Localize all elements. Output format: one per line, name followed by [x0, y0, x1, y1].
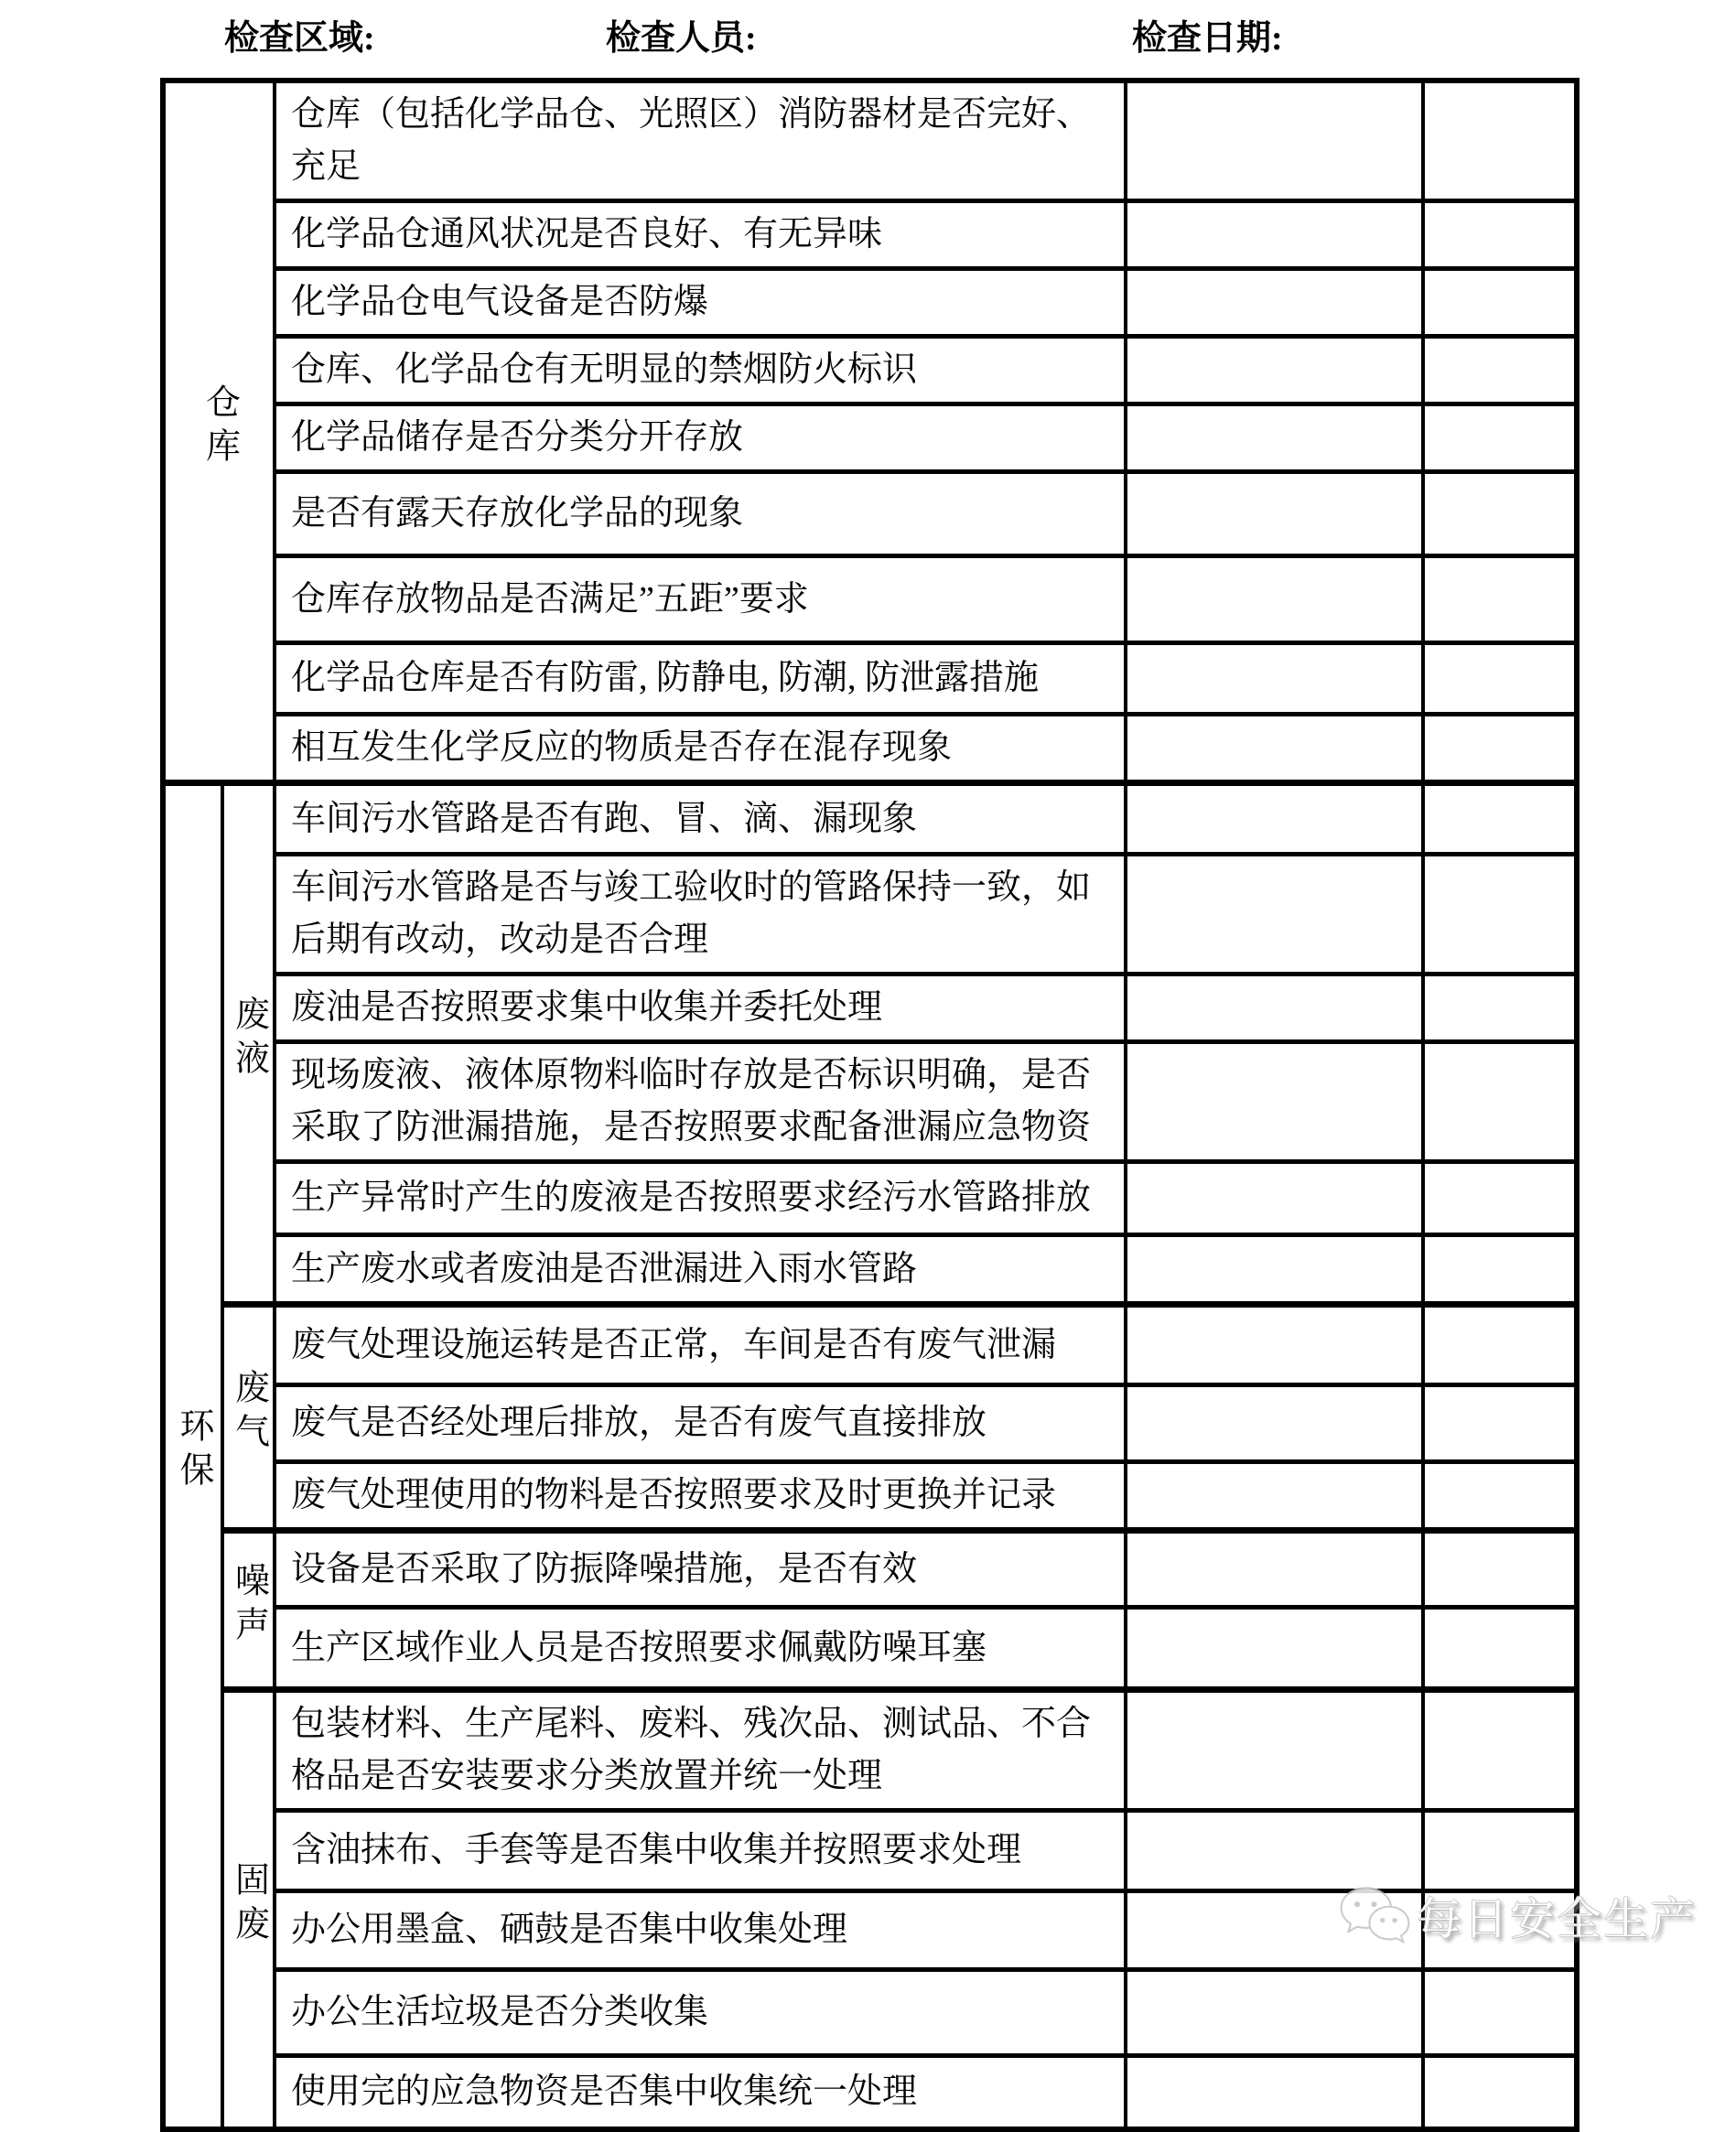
result-cell-1[interactable]: [1126, 1690, 1423, 1811]
result-cell-2[interactable]: [1423, 1385, 1577, 1462]
item-text-cell: 废气是否经处理后排放，是否有废气直接排放: [275, 1385, 1126, 1462]
subcategory-cell-noise: [222, 1531, 275, 1690]
category-label: 环保: [174, 1407, 212, 1496]
result-cell-2[interactable]: [1423, 1891, 1577, 1970]
checklist-row: [163, 1235, 1577, 1305]
result-cell-2[interactable]: [1423, 337, 1577, 404]
result-cell-2[interactable]: [1423, 269, 1577, 337]
checklist-row: [163, 643, 1577, 715]
checklist-table: [160, 78, 1580, 2132]
checklist-row: [163, 974, 1577, 1042]
item-text-cell: 现场废液、液体原物料临时存放是否标识明确，是否采取了防泄漏措施，是否按照要求配备泄漏应急物资: [275, 1042, 1126, 1162]
item-text-cell: 含油抹布、手套等是否集中收集并按照要求处理: [275, 1811, 1126, 1891]
inspector-label: 检查人员:: [606, 19, 757, 58]
result-cell-1[interactable]: [1126, 1970, 1423, 2056]
result-cell-1[interactable]: [1126, 855, 1423, 974]
result-cell-2[interactable]: [1423, 1531, 1577, 1608]
result-cell-2[interactable]: [1423, 81, 1577, 201]
result-cell-1[interactable]: [1126, 1608, 1423, 1690]
result-cell-2[interactable]: [1423, 1305, 1577, 1385]
inspection-area-label: 检查区域:: [224, 19, 375, 58]
result-cell-1[interactable]: [1126, 556, 1423, 643]
result-cell-1[interactable]: [1126, 81, 1423, 201]
result-cell-2[interactable]: [1423, 974, 1577, 1042]
result-cell-1[interactable]: [1126, 974, 1423, 1042]
checklist-row: [163, 1690, 1577, 1811]
result-cell-1[interactable]: [1126, 269, 1423, 337]
checklist-row: [163, 201, 1577, 269]
result-cell-1[interactable]: [1126, 783, 1423, 855]
checklist-row: [163, 1385, 1577, 1462]
checklist-row: [163, 472, 1577, 556]
result-cell-1[interactable]: [1126, 1385, 1423, 1462]
checklist-row: [163, 1042, 1577, 1162]
checklist-row: [163, 81, 1577, 201]
result-cell-1[interactable]: [1126, 1162, 1423, 1235]
item-text-cell: 办公生活垃圾是否分类收集: [275, 1970, 1126, 2056]
item-text-cell: 生产区域作业人员是否按照要求佩戴防噪耳塞: [275, 1608, 1126, 1690]
result-cell-2[interactable]: [1423, 1042, 1577, 1162]
item-text-cell: 化学品仓电气设备是否防爆: [275, 269, 1126, 337]
checklist-row: [163, 404, 1577, 472]
result-cell-2[interactable]: [1423, 472, 1577, 556]
result-cell-2[interactable]: [1423, 715, 1577, 783]
watermark-text: 每日安全生产: [1417, 1895, 1698, 1944]
result-cell-2[interactable]: [1423, 2056, 1577, 2129]
item-text-cell: 办公用墨盒、硒鼓是否集中收集处理: [275, 1891, 1126, 1970]
checklist-row: [163, 783, 1577, 855]
result-cell-1[interactable]: [1126, 1042, 1423, 1162]
checklist-row: [163, 2056, 1577, 2129]
item-text-cell: 包装材料、生产尾料、废料、残次品、测试品、不合格品是否安装要求分类放置并统一处理: [275, 1690, 1126, 1811]
result-cell-2[interactable]: [1423, 1608, 1577, 1690]
result-cell-2[interactable]: [1423, 1462, 1577, 1531]
item-text-cell: 废气处理设施运转是否正常，车间是否有废气泄漏: [275, 1305, 1126, 1385]
checklist-row: [163, 715, 1577, 783]
result-cell-1[interactable]: [1126, 472, 1423, 556]
checklist-row: [163, 556, 1577, 643]
item-text-cell: 仓库、化学品仓有无明显的禁烟防火标识: [275, 337, 1126, 404]
item-text-cell: 设备是否采取了防振降噪措施，是否有效: [275, 1531, 1126, 1608]
item-text-cell: 车间污水管路是否与竣工验收时的管路保持一致，如后期有改动，改动是否合理: [275, 855, 1126, 974]
result-cell-2[interactable]: [1423, 1970, 1577, 2056]
result-cell-2[interactable]: [1423, 855, 1577, 974]
item-text-cell: 仓库（包括化学品仓、光照区）消防器材是否完好、充足: [275, 81, 1126, 201]
checklist-row: [163, 855, 1577, 974]
result-cell-2[interactable]: [1423, 643, 1577, 715]
subcategory-label: 固废: [229, 1860, 268, 1949]
result-cell-2[interactable]: [1423, 1811, 1577, 1891]
item-text-cell: 使用完的应急物资是否集中收集统一处理: [275, 2056, 1126, 2129]
result-cell-2[interactable]: [1423, 783, 1577, 855]
item-text-cell: 化学品仓库是否有防雷, 防静电, 防潮, 防泄露措施: [275, 643, 1126, 715]
checklist-row: [163, 1462, 1577, 1531]
checklist-row: [163, 1891, 1577, 1970]
checklist-row: [163, 1811, 1577, 1891]
result-cell-2[interactable]: [1423, 556, 1577, 643]
item-text-cell: 是否有露天存放化学品的现象: [275, 472, 1126, 556]
subcategory-label: 废液: [229, 995, 268, 1083]
item-text-cell: 相互发生化学反应的物质是否存在混存现象: [275, 715, 1126, 783]
item-text-cell: 废气处理使用的物料是否按照要求及时更换并记录: [275, 1462, 1126, 1531]
checklist-row: [163, 1531, 1577, 1608]
item-text-cell: 化学品仓通风状况是否良好、有无异味: [275, 201, 1126, 269]
result-cell-1[interactable]: [1126, 337, 1423, 404]
result-cell-2[interactable]: [1423, 1162, 1577, 1235]
checklist-row: [163, 1970, 1577, 2056]
result-cell-1[interactable]: [1126, 643, 1423, 715]
result-cell-2[interactable]: [1423, 1235, 1577, 1305]
result-cell-1[interactable]: [1126, 404, 1423, 472]
checklist-row: [163, 1608, 1577, 1690]
category-label: 仓库: [199, 382, 239, 471]
result-cell-1[interactable]: [1126, 1462, 1423, 1531]
result-cell-1[interactable]: [1126, 2056, 1423, 2129]
checklist-row: [163, 269, 1577, 337]
item-text-cell: 车间污水管路是否有跑、冒、滴、漏现象: [275, 783, 1126, 855]
subcategory-cell-solid-waste: [222, 1690, 275, 2129]
result-cell-1[interactable]: [1126, 715, 1423, 783]
item-text-cell: 生产废水或者废油是否泄漏进入雨水管路: [275, 1235, 1126, 1305]
inspection-date-label: 检查日期:: [1132, 19, 1283, 58]
checklist-row: [163, 337, 1577, 404]
item-text-cell: 生产异常时产生的废液是否按照要求经污水管路排放: [275, 1162, 1126, 1235]
subcategory-cell-waste-liquid: [222, 783, 275, 1305]
result-cell-1[interactable]: [1126, 201, 1423, 269]
subcategory-label: 废气: [229, 1369, 268, 1457]
subcategory-label: 噪声: [229, 1561, 268, 1650]
item-text-cell: 仓库存放物品是否满足”五距”要求: [275, 556, 1126, 643]
checklist-row: [163, 1305, 1577, 1385]
category-cell-warehouse: [163, 81, 275, 783]
result-cell-1[interactable]: [1126, 1891, 1423, 1970]
result-cell-1[interactable]: [1126, 1811, 1423, 1891]
item-text-cell: 废油是否按照要求集中收集并委托处理: [275, 974, 1126, 1042]
subcategory-cell-waste-gas: [222, 1305, 275, 1531]
result-cell-2[interactable]: [1423, 201, 1577, 269]
result-cell-1[interactable]: [1126, 1235, 1423, 1305]
item-text-cell: 化学品储存是否分类分开存放: [275, 404, 1126, 472]
result-cell-1[interactable]: [1126, 1305, 1423, 1385]
result-cell-1[interactable]: [1126, 1531, 1423, 1608]
result-cell-2[interactable]: [1423, 404, 1577, 472]
checklist-row: [163, 1162, 1577, 1235]
category-cell-environment: [163, 783, 222, 2129]
result-cell-2[interactable]: [1423, 1690, 1577, 1811]
